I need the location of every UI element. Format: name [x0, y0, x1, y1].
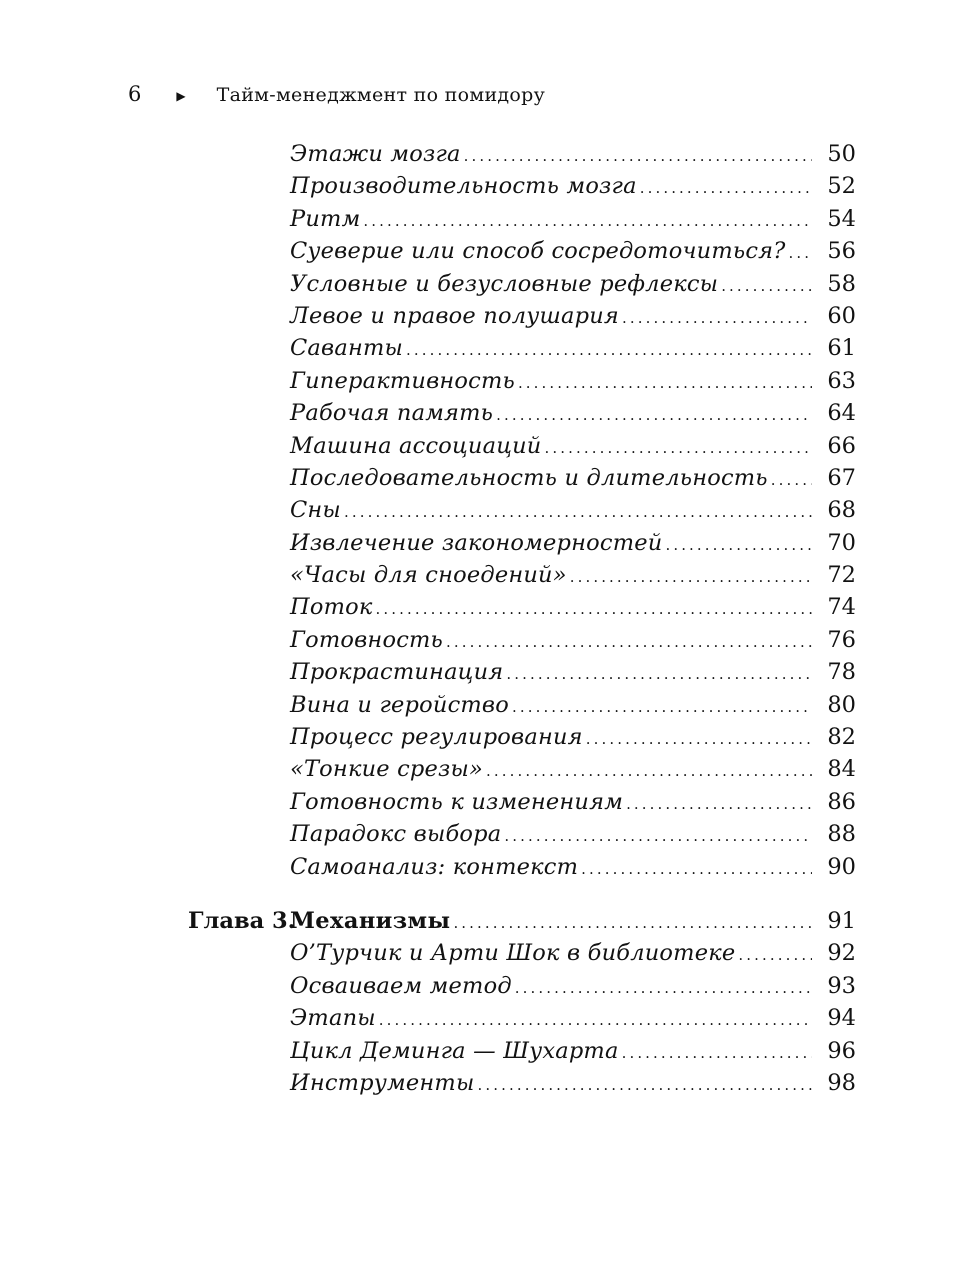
toc-entry-page-number: 64 — [827, 400, 856, 427]
dot-leader — [515, 978, 812, 997]
dot-leader — [586, 729, 812, 748]
toc-entry-page-number: 70 — [827, 529, 856, 556]
toc-entry-page-number: 84 — [827, 756, 856, 783]
toc-entry-title: Последовательность и длительность — [290, 464, 768, 491]
dot-leader — [581, 859, 812, 878]
dot-leader — [379, 1010, 812, 1029]
toc-entry-row — [188, 973, 856, 1005]
toc-entry-page-number: 58 — [827, 270, 856, 297]
toc-entry-row — [188, 465, 856, 497]
toc-entry-page-number: 86 — [827, 788, 856, 815]
toc-entry-page-number: 56 — [827, 238, 856, 265]
toc-entry-page-number: 80 — [827, 691, 856, 718]
toc-entry-page-number: 63 — [827, 367, 856, 394]
toc-entry-row — [188, 433, 856, 465]
toc-entry-row — [188, 368, 856, 400]
toc-entry-title: Сны — [290, 497, 341, 524]
toc-entry-row — [188, 206, 856, 238]
toc-entry-title: Процесс регулирования — [290, 724, 583, 751]
toc-entry-title: Парадокс выбора — [290, 821, 502, 848]
toc-entry-row — [188, 497, 856, 529]
toc-entry-title: «Тонкие срезы» — [290, 756, 484, 783]
dot-leader — [771, 470, 812, 489]
toc-entry-page-number: 92 — [827, 940, 856, 967]
dot-leader — [376, 599, 813, 618]
dot-leader — [788, 243, 812, 262]
toc-entry-page-number: 78 — [827, 659, 856, 686]
dot-leader — [738, 945, 812, 964]
toc-entry-page-number: 90 — [827, 853, 856, 880]
dot-leader — [626, 794, 812, 813]
toc-entry-row — [188, 1070, 856, 1102]
toc-entry-title: Гиперактивность — [290, 367, 515, 394]
toc-entry-row — [188, 756, 856, 788]
toc-entry-row — [188, 173, 856, 205]
toc-entry-title: Условные и безусловные рефлексы — [290, 270, 719, 297]
toc-entry-title: Ритм — [290, 205, 361, 232]
running-head-title: Тайм-менеджмент по помидору — [216, 84, 546, 106]
toc-entry-title: Поток — [290, 594, 373, 621]
dot-leader — [344, 502, 812, 521]
toc-entry-row — [188, 854, 856, 886]
toc-entry-row — [188, 141, 856, 173]
toc-entry-title: «Часы для сноедений» — [290, 562, 567, 589]
page-number: 6 — [128, 82, 142, 106]
toc-entry-page-number: 60 — [827, 302, 856, 329]
dot-leader — [363, 211, 812, 230]
toc-entry-page-number: 52 — [827, 173, 856, 200]
toc-entry-row — [188, 238, 856, 270]
dot-leader — [446, 632, 812, 651]
toc-entry-page-number: 88 — [827, 821, 856, 848]
toc-entry-title: Механизмы — [290, 907, 451, 934]
toc-entry-page-number: 68 — [827, 497, 856, 524]
dot-leader — [478, 1075, 813, 1094]
toc-entry-page-number: 82 — [827, 724, 856, 751]
toc-entry-row — [188, 400, 856, 432]
dot-leader — [464, 146, 812, 165]
toc-entry-row — [188, 1038, 856, 1070]
toc-entry-row — [188, 530, 856, 562]
dot-leader — [486, 761, 812, 780]
triangle-marker-icon: ▶ — [176, 89, 186, 103]
toc-entry-title: Цикл Деминга — Шухарта — [290, 1037, 619, 1064]
toc-entry-row — [188, 940, 856, 972]
dot-leader — [406, 340, 812, 359]
toc-entry-page-number: 74 — [827, 594, 856, 621]
toc-entry-title: Осваиваем метод — [290, 972, 512, 999]
toc-entry-title: Левое и правое полушария — [290, 302, 619, 329]
toc-entry-page-number: 98 — [827, 1069, 856, 1096]
toc-entry-page-number: 67 — [827, 464, 856, 491]
toc-entry-row — [188, 1005, 856, 1037]
toc-entry-row — [188, 335, 856, 367]
toc-entry-row — [188, 594, 856, 626]
toc-entry-title: Извлечение закономерностей — [290, 529, 663, 556]
table-of-contents — [188, 141, 856, 1102]
toc-entry-title: Инструменты — [290, 1069, 475, 1096]
toc-entry-title: Саванты — [290, 335, 404, 362]
dot-leader — [518, 373, 812, 392]
dot-leader — [506, 664, 812, 683]
dot-leader — [665, 535, 812, 554]
toc-entry-page-number: 76 — [827, 626, 856, 653]
toc-entry-title: Вина и геройство — [290, 691, 509, 718]
toc-entry-row — [188, 562, 856, 594]
toc-entry-title: Этапы — [290, 1005, 376, 1032]
dot-leader — [512, 697, 812, 716]
toc-entry-row — [188, 821, 856, 853]
chapter-label: Глава 3. — [188, 907, 296, 934]
toc-entry-title: Прокрастинация — [290, 659, 504, 686]
toc-entry-title: Готовность к изменениям — [290, 788, 624, 815]
toc-entry-title: Суеверие или способ сосредоточиться? — [290, 238, 786, 265]
toc-entry-row — [188, 692, 856, 724]
toc-entry-page-number: 66 — [827, 432, 856, 459]
toc-entry-row — [188, 724, 856, 756]
toc-entry-title: Производительность мозга — [290, 173, 637, 200]
toc-entry-title: Самоанализ: контекст — [290, 853, 579, 880]
toc-entry-page-number: 61 — [827, 335, 856, 362]
toc-entry-row — [188, 659, 856, 691]
toc-entry-title: Машина ассоциаций — [290, 432, 542, 459]
toc-entry-page-number: 93 — [827, 972, 856, 999]
toc-entry-page-number: 54 — [827, 205, 856, 232]
toc-chapter-row — [188, 908, 856, 940]
toc-entry-title: Этажи мозга — [290, 141, 461, 167]
dot-leader — [622, 308, 812, 327]
toc-entry-title: Готовность — [290, 626, 443, 653]
dot-leader — [504, 826, 812, 845]
toc-entry-row — [188, 627, 856, 659]
dot-leader — [570, 567, 812, 586]
toc-entry-page-number: 96 — [827, 1037, 856, 1064]
dot-leader — [721, 276, 812, 295]
toc-entry-page-number: 91 — [827, 907, 856, 934]
toc-entry-row — [188, 271, 856, 303]
toc-entry-page-number: 50 — [827, 141, 856, 167]
toc-entry-title: О’Турчик и Арти Шок в библиотеке — [290, 940, 736, 967]
dot-leader — [496, 405, 812, 424]
toc-entry-page-number: 72 — [827, 562, 856, 589]
toc-entry-title: Рабочая память — [290, 400, 494, 427]
dot-leader — [640, 178, 812, 197]
dot-leader — [453, 913, 812, 932]
dot-leader — [545, 438, 813, 457]
dot-leader — [622, 1043, 812, 1062]
toc-entry-page-number: 94 — [827, 1005, 856, 1032]
page-header — [128, 84, 545, 106]
toc-entry-row — [188, 789, 856, 821]
toc-entry-row — [188, 303, 856, 335]
